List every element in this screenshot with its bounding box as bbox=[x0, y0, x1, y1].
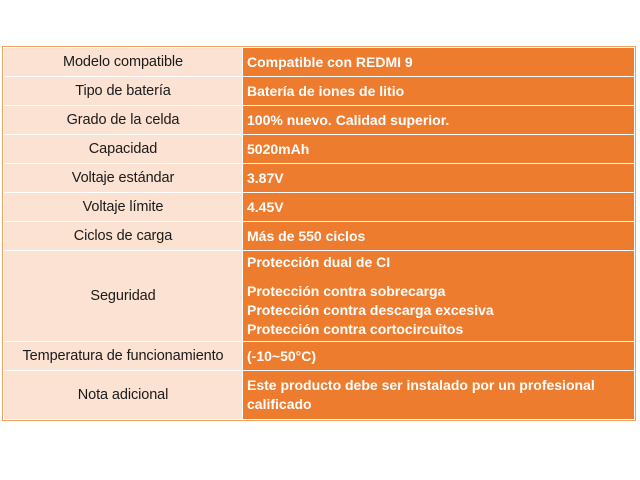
row-value: Batería de iones de litio bbox=[243, 77, 635, 106]
seguridad-line: Protección contra descarga excesiva bbox=[247, 302, 494, 318]
row-ciclos-carga bbox=[4, 222, 635, 251]
seguridad-line: Protección contra sobrecarga bbox=[247, 283, 446, 299]
row-label: Temperatura de funcionamiento bbox=[4, 342, 243, 371]
row-value: Más de 550 ciclos bbox=[243, 222, 635, 251]
row-label: Nota adicional bbox=[4, 371, 243, 420]
row-value: 100% nuevo. Calidad superior. bbox=[243, 106, 635, 135]
row-label: Grado de la celda bbox=[4, 106, 243, 135]
row-label: Voltaje límite bbox=[4, 193, 243, 222]
row-value bbox=[243, 251, 635, 342]
spacer bbox=[247, 272, 630, 282]
row-capacidad bbox=[4, 135, 635, 164]
row-label: Capacidad bbox=[4, 135, 243, 164]
row-label: Seguridad bbox=[4, 251, 243, 342]
row-seguridad bbox=[4, 251, 635, 342]
row-value: Compatible con REDMI 9 bbox=[243, 48, 635, 77]
row-value: 4.45V bbox=[243, 193, 635, 222]
row-voltaje-limite bbox=[4, 193, 635, 222]
row-label: Tipo de batería bbox=[4, 77, 243, 106]
seguridad-line: Protección dual de CI bbox=[247, 254, 391, 270]
row-value: Este producto debe ser instalado por un profesional calificado bbox=[243, 371, 635, 420]
row-label: Ciclos de carga bbox=[4, 222, 243, 251]
row-value: 5020mAh bbox=[243, 135, 635, 164]
row-modelo-compatible bbox=[4, 48, 635, 77]
row-label: Voltaje estándar bbox=[4, 164, 243, 193]
row-tipo-bateria bbox=[4, 77, 635, 106]
row-nota-adicional bbox=[4, 371, 635, 420]
seguridad-line: Protección contra cortocircuitos bbox=[247, 321, 464, 337]
row-value: (-10~50°C) bbox=[243, 342, 635, 371]
row-value: 3.87V bbox=[243, 164, 635, 193]
row-label: Modelo compatible bbox=[4, 48, 243, 77]
spec-table bbox=[3, 47, 635, 420]
row-temperatura bbox=[4, 342, 635, 371]
row-voltaje-estandar bbox=[4, 164, 635, 193]
row-grado-celda bbox=[4, 106, 635, 135]
